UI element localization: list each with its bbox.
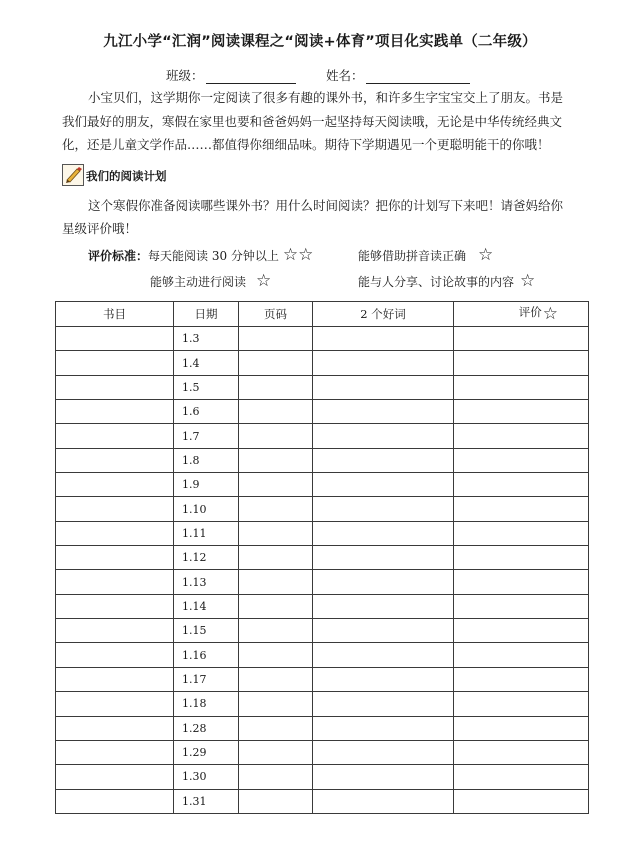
table-row — [56, 740, 589, 764]
date-cell: 1.12 — [174, 546, 239, 570]
book-cell[interactable] — [56, 521, 174, 545]
date-cell: 1.9 — [174, 473, 239, 497]
book-cell[interactable] — [56, 570, 174, 594]
date-cell: 1.28 — [174, 716, 239, 740]
words-cell[interactable] — [313, 740, 454, 764]
page-cell[interactable] — [239, 448, 313, 472]
table-row — [56, 497, 589, 521]
rating-cell[interactable] — [454, 473, 589, 497]
header-rating-cell — [454, 302, 589, 327]
table-row — [56, 765, 589, 789]
rating-cell[interactable] — [454, 546, 589, 570]
words-cell[interactable] — [313, 424, 454, 448]
date-cell: 1.29 — [174, 740, 239, 764]
page-cell[interactable] — [239, 497, 313, 521]
book-cell[interactable] — [56, 400, 174, 424]
words-cell[interactable] — [313, 375, 454, 399]
words-cell[interactable] — [313, 521, 454, 545]
section-desc-line-1: 这个寒假你准备阅读哪些课外书？用什么时间阅读？把你的计划写下来吧！请爸妈给你 — [88, 198, 564, 213]
rating-cell[interactable] — [454, 424, 589, 448]
date-cell: 1.16 — [174, 643, 239, 667]
star-icon: ☆ — [256, 271, 272, 291]
criteria-item-4: 能与人分享、讨论故事的内容 — [358, 274, 515, 289]
rating-cell[interactable] — [454, 400, 589, 424]
words-cell[interactable] — [313, 400, 454, 424]
section-desc-line-2: 星级评价哦！ — [62, 221, 138, 236]
table-row — [56, 424, 589, 448]
words-cell[interactable] — [313, 692, 454, 716]
rating-cell[interactable] — [454, 594, 589, 618]
criteria-item-2-wrap — [358, 245, 493, 265]
words-cell[interactable] — [313, 570, 454, 594]
date-cell: 1.4 — [174, 351, 239, 375]
criteria-row-1 — [88, 245, 313, 265]
table-row — [56, 448, 589, 472]
pencil-icon — [62, 164, 84, 186]
book-cell[interactable] — [56, 619, 174, 643]
rating-cell[interactable] — [454, 789, 589, 813]
date-cell: 1.11 — [174, 521, 239, 545]
page-cell[interactable] — [239, 692, 313, 716]
page-cell[interactable] — [239, 594, 313, 618]
rating-cell[interactable] — [454, 667, 589, 691]
table-row — [56, 546, 589, 570]
rating-cell[interactable] — [454, 643, 589, 667]
book-cell[interactable] — [56, 375, 174, 399]
criteria-item-2: 能够借助拼音读正确 — [358, 248, 467, 263]
page-cell[interactable] — [239, 375, 313, 399]
intro-line-2: 我们最好的朋友，寒假在家里也要和爸爸妈妈一起坚持每天阅读哦，无论是中华传统经典文 — [62, 114, 563, 129]
name-label: 姓名： — [326, 68, 364, 83]
star-icon: ☆ — [478, 245, 494, 265]
date-cell: 1.3 — [174, 327, 239, 351]
table-row — [56, 351, 589, 375]
rating-cell[interactable] — [454, 765, 589, 789]
table-row — [56, 375, 589, 399]
words-cell[interactable] — [313, 643, 454, 667]
table-row — [56, 789, 589, 813]
rating-cell[interactable] — [454, 740, 589, 764]
date-cell: 1.7 — [174, 424, 239, 448]
page-cell[interactable] — [239, 740, 313, 764]
date-cell: 1.10 — [174, 497, 239, 521]
book-cell[interactable] — [56, 546, 174, 570]
book-cell[interactable] — [56, 594, 174, 618]
book-cell[interactable] — [56, 448, 174, 472]
page-cell[interactable] — [239, 716, 313, 740]
rating-cell[interactable] — [454, 448, 589, 472]
section-header — [62, 162, 167, 186]
intro-line-1: 小宝贝们，这学期你一定阅读了很多有趣的课外书，和许多生字宝宝交上了朋友。书是 — [88, 90, 564, 105]
page-cell[interactable] — [239, 424, 313, 448]
rating-cell[interactable] — [454, 716, 589, 740]
date-cell: 1.5 — [174, 375, 239, 399]
words-cell[interactable] — [313, 546, 454, 570]
words-cell[interactable] — [313, 473, 454, 497]
header-rating: 评价 — [518, 305, 542, 319]
star-icon: ☆☆ — [282, 245, 314, 265]
book-cell[interactable] — [56, 716, 174, 740]
table-header-row — [56, 302, 589, 327]
page-cell[interactable] — [239, 667, 313, 691]
page-cell[interactable] — [239, 473, 313, 497]
page-title: 九江小学“汇润”阅读课程之“阅读+体育”项目化实践单（二年级） — [103, 34, 537, 50]
rating-cell[interactable] — [454, 619, 589, 643]
date-cell: 1.18 — [174, 692, 239, 716]
section-title: 我们的阅读计划 — [86, 169, 167, 183]
criteria-item-1: 每天能阅读 30 分钟以上 — [148, 248, 279, 263]
book-cell[interactable] — [56, 351, 174, 375]
star-icon: ☆ — [520, 271, 536, 291]
date-cell: 1.6 — [174, 400, 239, 424]
book-cell[interactable] — [56, 473, 174, 497]
page-cell[interactable] — [239, 546, 313, 570]
date-cell: 1.8 — [174, 448, 239, 472]
criteria-item-3: 能够主动进行阅读 — [150, 274, 247, 289]
page-cell[interactable] — [239, 765, 313, 789]
reading-plan-table — [55, 301, 589, 814]
table-row — [56, 667, 589, 691]
book-cell[interactable] — [56, 643, 174, 667]
words-cell[interactable] — [313, 497, 454, 521]
header-page: 页码 — [239, 302, 313, 327]
book-cell[interactable] — [56, 424, 174, 448]
page-cell[interactable] — [239, 400, 313, 424]
star-icon: ☆ — [542, 304, 558, 324]
header-date: 日期 — [174, 302, 239, 327]
criteria-label: 评价标准： — [88, 248, 149, 263]
rating-cell[interactable] — [454, 375, 589, 399]
date-cell: 1.17 — [174, 667, 239, 691]
date-cell: 1.31 — [174, 789, 239, 813]
class-label: 班级： — [166, 68, 204, 83]
page-cell[interactable] — [239, 643, 313, 667]
table-row — [56, 716, 589, 740]
date-cell: 1.13 — [174, 570, 239, 594]
name-field[interactable] — [326, 66, 470, 84]
words-cell[interactable] — [313, 667, 454, 691]
table-row — [56, 643, 589, 667]
book-cell[interactable] — [56, 497, 174, 521]
rating-cell[interactable] — [454, 521, 589, 545]
book-cell[interactable] — [56, 765, 174, 789]
class-blank[interactable] — [206, 69, 296, 84]
header-words: 2 个好词 — [313, 302, 454, 327]
rating-cell[interactable] — [454, 692, 589, 716]
criteria-item-4-wrap — [358, 271, 535, 291]
table-row — [56, 473, 589, 497]
table-row — [56, 692, 589, 716]
page-cell[interactable] — [239, 521, 313, 545]
page-cell[interactable] — [239, 789, 313, 813]
date-cell: 1.15 — [174, 619, 239, 643]
intro-line-3: 化，还是儿童文学作品……都值得你细细品味。期待下学期遇见一个更聪明能干的你哦！ — [62, 137, 550, 152]
book-cell[interactable] — [56, 740, 174, 764]
book-cell[interactable] — [56, 327, 174, 351]
table-row — [56, 400, 589, 424]
rating-cell[interactable] — [454, 497, 589, 521]
table-row — [56, 521, 589, 545]
rating-cell[interactable] — [454, 351, 589, 375]
book-cell[interactable] — [56, 789, 174, 813]
book-cell[interactable] — [56, 667, 174, 691]
words-cell[interactable] — [313, 594, 454, 618]
date-cell: 1.30 — [174, 765, 239, 789]
words-cell[interactable] — [313, 789, 454, 813]
words-cell[interactable] — [313, 327, 454, 351]
table-row — [56, 327, 589, 351]
class-field[interactable] — [166, 66, 296, 84]
words-cell[interactable] — [313, 716, 454, 740]
words-cell[interactable] — [313, 351, 454, 375]
page-cell[interactable] — [239, 619, 313, 643]
date-cell: 1.14 — [174, 594, 239, 618]
table-row — [56, 619, 589, 643]
name-blank[interactable] — [366, 69, 470, 84]
page-cell[interactable] — [239, 327, 313, 351]
table-row — [56, 570, 589, 594]
page-cell[interactable] — [239, 570, 313, 594]
table-row — [56, 594, 589, 618]
page-cell[interactable] — [239, 351, 313, 375]
rating-cell[interactable] — [454, 327, 589, 351]
words-cell[interactable] — [313, 765, 454, 789]
criteria-item-3-wrap — [150, 271, 271, 291]
rating-cell[interactable] — [454, 570, 589, 594]
words-cell[interactable] — [313, 619, 454, 643]
book-cell[interactable] — [56, 692, 174, 716]
header-book: 书目 — [56, 302, 174, 327]
words-cell[interactable] — [313, 448, 454, 472]
